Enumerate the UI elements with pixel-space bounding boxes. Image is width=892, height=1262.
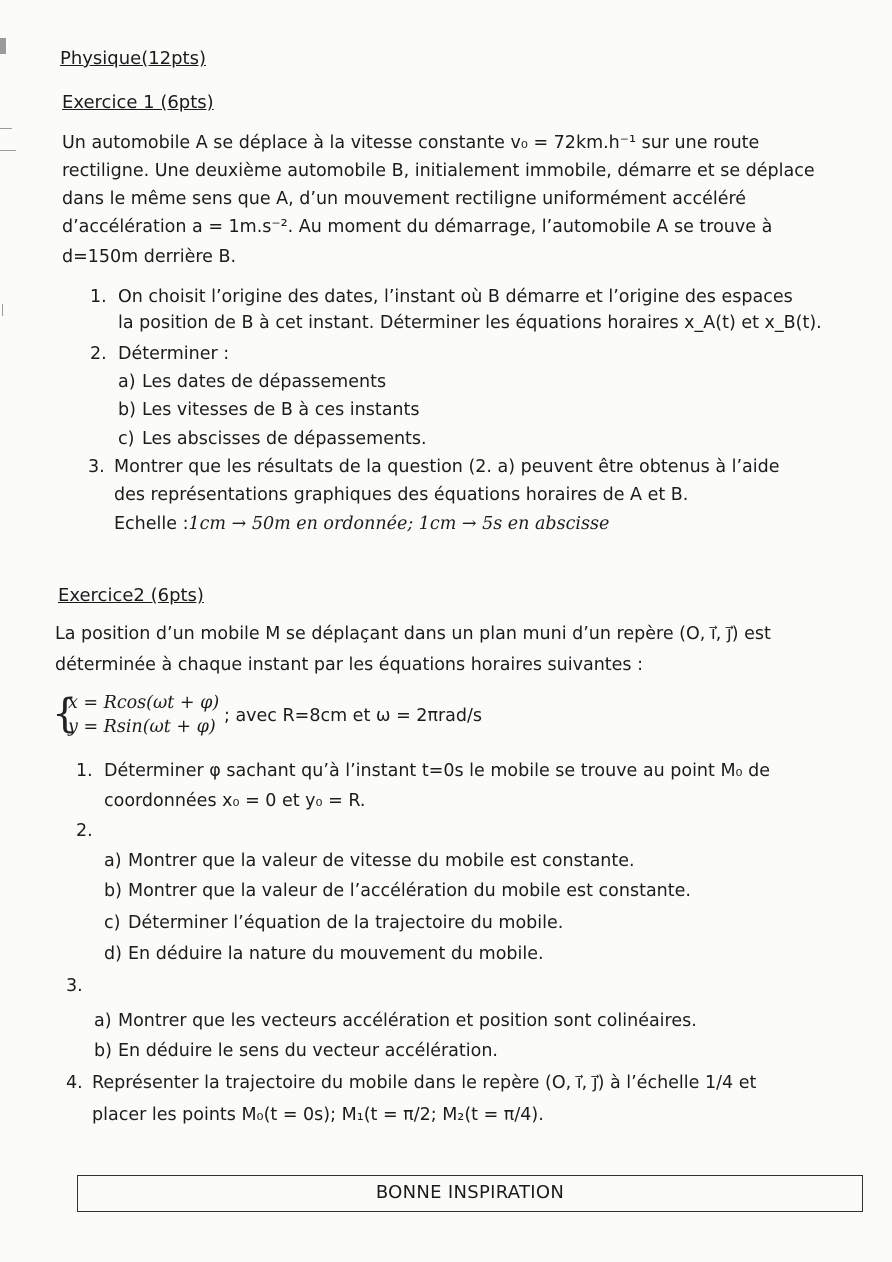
scan-edge-mark (2, 304, 3, 316)
item-text: Déterminer l’équation de la trajectoire du mobile. (128, 913, 564, 933)
ex1-intro-line: dans le même sens que A, d’un mouvement rectiligne uniformément accéléré (62, 189, 747, 209)
item-text: Montrer que la valeur de vitesse du mobile est constante. (128, 851, 635, 871)
item-text: En déduire le sens du vecteur accélération. (118, 1041, 498, 1061)
ex2-question-1-line: Déterminer φ sachant qu’à l’instant t=0s le mobile se trouve au point M₀ de (104, 761, 770, 781)
ex1-question-2-number: 2. (90, 344, 107, 364)
ex1-question-3-line: Montrer que les résultats de la question (2. a) peuvent être obtenus à l’aide (114, 457, 780, 477)
exercise-1-title: Exercice 1 (6pts) (62, 92, 214, 113)
item-text: Montrer que la valeur de l’accélération du mobile est constante. (128, 881, 691, 901)
item-text: Les abscisses de dépassements. (142, 429, 427, 449)
item-letter: d) (104, 944, 122, 964)
item-text: En déduire la nature du mouvement du mobile. (128, 944, 544, 964)
ex1-intro-line: Un automobile A se déplace à la vitesse constante v₀ = 72km.h⁻¹ sur une route (62, 133, 760, 153)
ex2-subquestion (94, 1040, 498, 1062)
ex2-question-4-line: placer les points M₀(t = 0s); M₁(t = π/2; M₂(t = π/4). (92, 1105, 544, 1125)
equation-note: ; avec R=8cm et ω = 2πrad/s (224, 706, 483, 726)
scan-edge-mark (0, 128, 12, 129)
ex1-subquestion (118, 399, 420, 421)
equation-y: y = Rsin(ωt + φ) (68, 717, 216, 737)
ex2-subquestion (94, 1010, 697, 1032)
ex2-question-4-line: Représenter la trajectoire du mobile dans le repère (O, i⃗, j⃗) à l’échelle 1/4 et (92, 1073, 757, 1093)
ex1-intro-line: d’accélération a = 1m.s⁻². Au moment du démarrage, l’automobile A se trouve à (62, 217, 773, 237)
item-letter: b) (104, 881, 122, 901)
ex1-intro-line: rectiligne. Une deuxième automobile B, initialement immobile, démarre et se déplace (62, 161, 815, 181)
scan-edge-mark (0, 150, 16, 151)
equation-x: x = Rcos(ωt + φ) (68, 693, 220, 713)
scale-value: 1cm → 50m en ordonnée; 1cm → 5s en abscisse (188, 514, 610, 534)
footer-text: BONNE INSPIRATION (375, 1182, 565, 1203)
ex2-intro-line: déterminée à chaque instant par les équations horaires suivantes : (55, 655, 643, 675)
ex2-subquestion (104, 880, 691, 902)
ex2-question-3-number: 3. (66, 976, 83, 996)
ex1-question-1-line: la position de B à cet instant. Déterminer les équations horaires x_A(t) et x_B(t). (118, 313, 822, 333)
ex1-intro-line: d=150m derrière B. (62, 247, 237, 267)
item-text: Montrer que les vecteurs accélération et position sont colinéaires. (118, 1011, 697, 1031)
ex2-question-1-number: 1. (76, 761, 93, 781)
ex2-question-1-line: coordonnées x₀ = 0 et y₀ = R. (104, 791, 366, 811)
ex2-question-4-number: 4. (66, 1073, 83, 1093)
scale-label: Echelle : (114, 514, 189, 534)
section-title-physique: Physique(12pts) (60, 48, 207, 69)
exercise-2-title: Exercice2 (6pts) (58, 585, 204, 606)
item-letter: a) (118, 372, 136, 392)
ex2-subquestion (104, 850, 635, 872)
ex2-intro-line: La position d’un mobile M se déplaçant dans un plan muni d’un repère (O, i⃗, j⃗) est (55, 624, 771, 644)
item-text: Les vitesses de B à ces instants (142, 400, 420, 420)
equation-brace: { (52, 691, 78, 737)
ex1-question-1-number: 1. (90, 287, 107, 307)
ex1-question-2-text: Déterminer : (118, 344, 230, 364)
item-letter: c) (104, 913, 121, 933)
ex1-question-3-number: 3. (88, 457, 105, 477)
ex2-question-2-number: 2. (76, 821, 93, 841)
item-letter: c) (118, 429, 135, 449)
ex1-question-1-line: On choisit l’origine des dates, l’instant où B démarre et l’origine des espaces (118, 287, 793, 307)
ex2-subquestion (104, 943, 544, 965)
footer-box (77, 1175, 863, 1212)
ex2-subquestion (104, 912, 563, 934)
ex1-scale-line (114, 513, 609, 535)
ex1-question-3-line: des représentations graphiques des équations horaires de A et B. (114, 485, 689, 505)
item-text: Les dates de dépassements (142, 372, 387, 392)
item-letter: b) (94, 1041, 112, 1061)
ex1-subquestion (118, 428, 427, 450)
item-letter: a) (104, 851, 122, 871)
scan-edge-mark (0, 38, 6, 54)
ex1-subquestion (118, 371, 386, 393)
item-letter: a) (94, 1011, 112, 1031)
item-letter: b) (118, 400, 136, 420)
